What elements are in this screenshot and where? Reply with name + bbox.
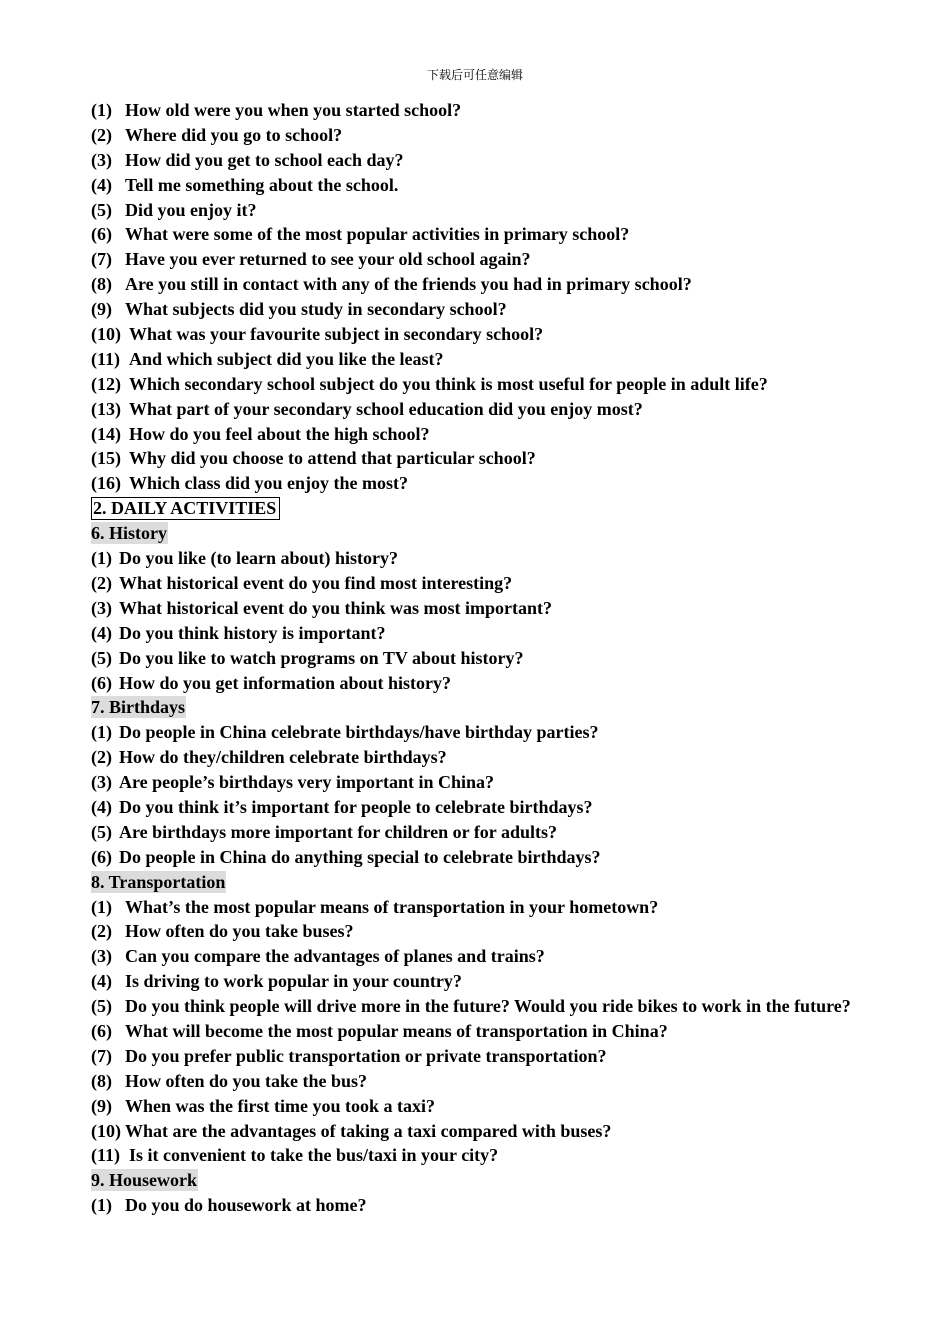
transportation-questions: [91, 895, 859, 1169]
question-text: Have you ever returned to see your old school again?: [125, 249, 531, 270]
item-number: (4): [91, 174, 112, 195]
question-text: Is it convenient to take the bus/taxi in your city?: [129, 1145, 499, 1166]
page-header: 下载后可任意编辑: [426, 68, 523, 82]
question-text: Do you prefer public transportation or private transportation?: [125, 1045, 607, 1066]
item-number: (13): [91, 398, 121, 419]
question-text: How often do you take buses?: [125, 921, 354, 942]
topic-heading-birthdays: [91, 695, 859, 720]
list-item: [91, 397, 859, 422]
topic-title: 6. History: [91, 523, 167, 544]
item-number: (1): [91, 722, 112, 743]
list-item: [91, 895, 859, 920]
question-text: Which secondary school subject do you think is most useful for people in adult life?: [129, 373, 768, 394]
item-number: (15): [91, 448, 121, 469]
item-number: (1): [91, 100, 112, 120]
question-text: What’s the most popular means of transportation in your hometown?: [125, 896, 659, 917]
list-item: [91, 1094, 859, 1119]
list-item: [91, 770, 859, 795]
item-number: (1): [91, 896, 112, 917]
question-text: Do people in China celebrate birthdays/have birthday parties?: [119, 722, 599, 743]
item-number: (3): [91, 946, 112, 967]
list-item: [91, 222, 859, 247]
question-text: How do you feel about the high school?: [129, 423, 430, 444]
list-item: [91, 247, 859, 272]
question-text: How do you get information about history?: [119, 672, 452, 693]
item-number: (4): [91, 796, 112, 817]
question-text: Do you do housework at home?: [125, 1195, 367, 1216]
question-text: When was the first time you took a taxi?: [125, 1095, 435, 1116]
question-text: Do you think people will drive more in the future? Would you ride bikes to work in the future?: [125, 996, 851, 1017]
list-item: [91, 994, 859, 1019]
birthdays-questions: [91, 720, 859, 869]
question-text: Are you still in contact with any of the friends you had in primary school?: [125, 274, 692, 295]
history-questions: [91, 546, 859, 695]
list-item: [91, 173, 859, 198]
item-number: (14): [91, 423, 121, 444]
item-number: (12): [91, 373, 121, 394]
item-number: (6): [91, 1020, 112, 1041]
item-number: (6): [91, 846, 112, 867]
list-item: [91, 795, 859, 820]
list-item: [91, 1143, 859, 1168]
list-item: [91, 845, 859, 870]
question-text: Do you like to watch programs on TV about history?: [119, 647, 524, 668]
item-number: (9): [91, 299, 112, 320]
question-text: Why did you choose to attend that particular school?: [129, 448, 536, 469]
question-text: How often do you take the bus?: [125, 1070, 368, 1091]
question-text: What historical event do you think was most important?: [119, 597, 553, 618]
item-number: (1): [91, 548, 112, 569]
list-item: [91, 123, 859, 148]
item-number: (2): [91, 572, 112, 593]
question-text: Which class did you enjoy the most?: [129, 473, 409, 494]
item-number: (6): [91, 672, 112, 693]
item-number: (5): [91, 996, 112, 1017]
list-item: [91, 671, 859, 696]
list-item: [91, 546, 859, 571]
list-item: [91, 297, 859, 322]
item-number: (5): [91, 821, 112, 842]
item-number: (1): [91, 1195, 112, 1216]
topic-heading-transportation: [91, 870, 859, 895]
question-text: What were some of the most popular activities in primary school?: [125, 224, 630, 245]
item-number: (10): [91, 1120, 121, 1141]
item-number: (2): [91, 124, 112, 145]
list-item: [91, 372, 859, 397]
item-number: (4): [91, 971, 112, 992]
question-text: Did you enjoy it?: [125, 199, 257, 220]
list-item: [91, 446, 859, 471]
item-number: (2): [91, 747, 112, 768]
list-item: [91, 322, 859, 347]
list-item: [91, 820, 859, 845]
topic-title: 7. Birthdays: [91, 697, 186, 718]
list-item: [91, 1069, 859, 1094]
item-number: (11): [91, 348, 120, 369]
item-number: (3): [91, 597, 112, 618]
item-number: (11): [91, 1145, 120, 1166]
item-number: (5): [91, 647, 112, 668]
topic-title: 8. Transportation: [91, 871, 226, 892]
list-item: [91, 969, 859, 994]
question-text: How do they/children celebrate birthdays?: [119, 747, 447, 768]
topic-title: 9. Housework: [91, 1170, 198, 1191]
item-number: (8): [91, 1070, 112, 1091]
list-item: [91, 646, 859, 671]
question-text: How did you get to school each day?: [125, 149, 404, 170]
question-text: Do you think it’s important for people to celebrate birthdays?: [119, 796, 593, 817]
question-text: What subjects did you study in secondary school?: [125, 299, 507, 320]
list-item: [91, 471, 859, 496]
list-item: [91, 198, 859, 223]
question-text: What part of your secondary school education did you enjoy most?: [129, 398, 643, 419]
list-item: [91, 621, 859, 646]
item-number: (7): [91, 1045, 112, 1066]
list-item: [91, 98, 859, 123]
item-number: (9): [91, 1095, 112, 1116]
list-item: [91, 148, 859, 173]
list-item: [91, 1019, 859, 1044]
item-number: (6): [91, 224, 112, 245]
school-questions: [91, 98, 859, 496]
question-text: Tell me something about the school.: [125, 174, 399, 195]
list-item: [91, 596, 859, 621]
item-number: (2): [91, 921, 112, 942]
list-item: [91, 1193, 859, 1218]
question-text: Do people in China do anything special to celebrate birthdays?: [119, 846, 601, 867]
list-item: [91, 272, 859, 297]
item-number: (3): [91, 149, 112, 170]
question-text: And which subject did you like the least?: [129, 348, 444, 369]
question-text: Is driving to work popular in your country?: [125, 971, 462, 992]
list-item: [91, 422, 859, 447]
list-item: [91, 944, 859, 969]
question-text: What will become the most popular means of transportation in China?: [125, 1020, 668, 1041]
question-text: Are people’s birthdays very important in China?: [119, 772, 495, 793]
item-number: (4): [91, 622, 112, 643]
question-text: Where did you go to school?: [125, 124, 343, 145]
list-item: [91, 720, 859, 745]
list-item: [91, 347, 859, 372]
question-text: Do you think history is important?: [119, 622, 386, 643]
question-text: Can you compare the advantages of planes and trains?: [125, 946, 545, 967]
housework-questions: [91, 1193, 859, 1218]
question-text: What historical event do you find most interesting?: [119, 572, 513, 593]
question-list: [91, 98, 859, 1218]
item-number: (10): [91, 324, 121, 345]
list-item: [91, 1044, 859, 1069]
list-item: [91, 1119, 859, 1144]
item-number: (7): [91, 249, 112, 270]
question-text: Are birthdays more important for children or for adults?: [119, 821, 557, 842]
item-number: (8): [91, 274, 112, 295]
question-text: Do you like (to learn about) history?: [119, 548, 398, 569]
question-text: What was your favourite subject in secondary school?: [129, 324, 544, 345]
topic-heading-history: [91, 521, 859, 546]
topic-heading-housework: [91, 1168, 859, 1193]
item-number: (16): [91, 473, 121, 494]
list-item: [91, 919, 859, 944]
list-item: [91, 745, 859, 770]
section-title: 2. DAILY ACTIVITIES: [91, 497, 280, 520]
item-number: (5): [91, 199, 112, 220]
item-number: (3): [91, 772, 112, 793]
section-heading-daily-activities: [91, 496, 859, 521]
question-text: What are the advantages of taking a taxi compared with buses?: [125, 1120, 612, 1141]
question-text: How old were you when you started school?: [125, 100, 462, 120]
list-item: [91, 571, 859, 596]
